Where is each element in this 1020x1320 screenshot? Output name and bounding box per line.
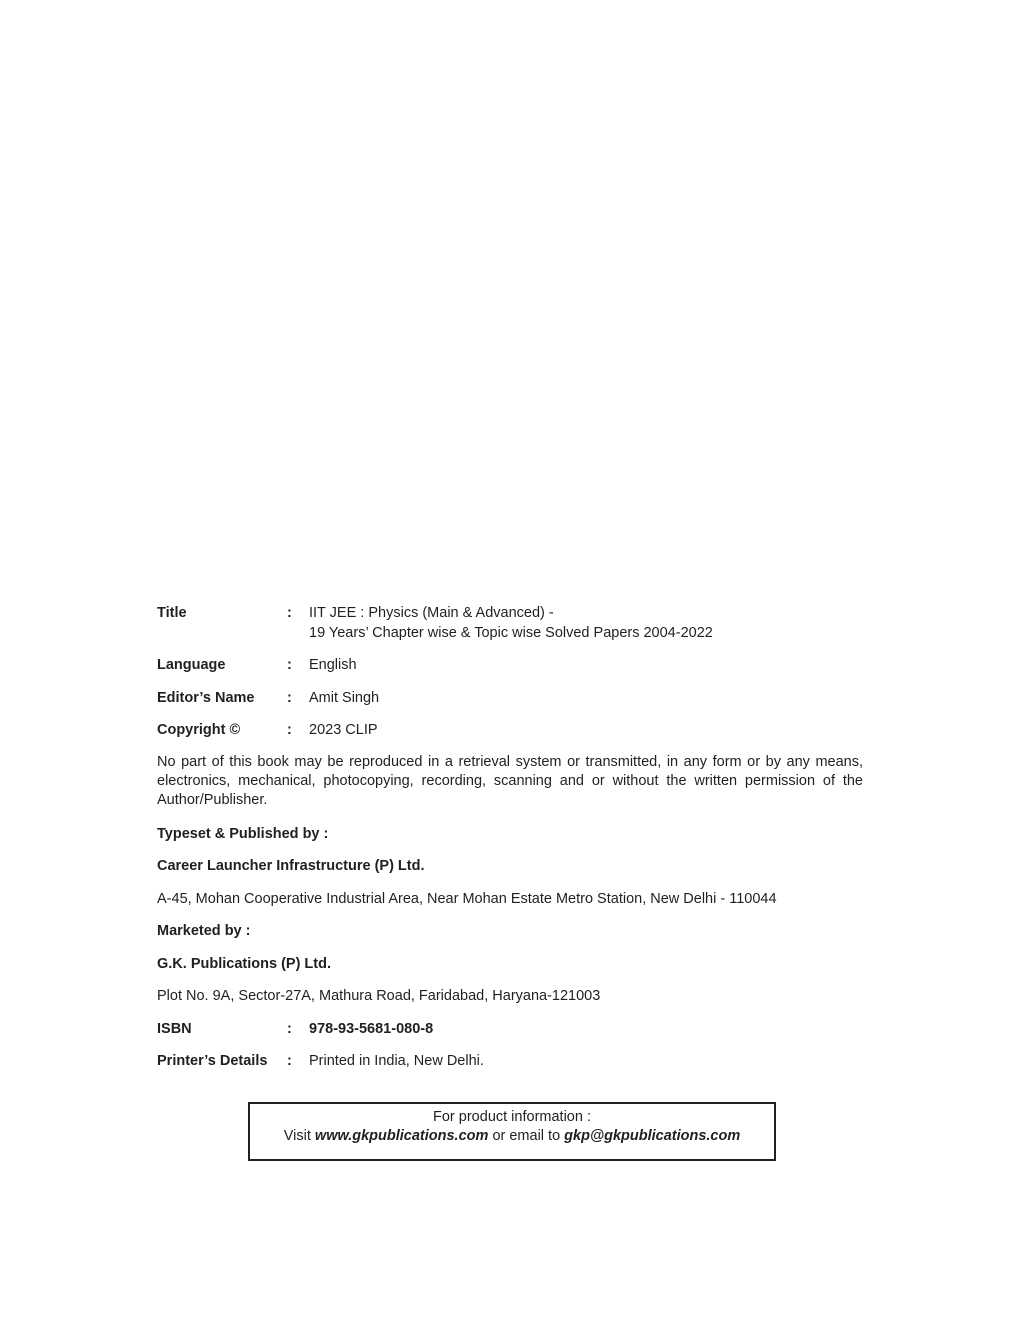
copyright-label: Copyright © [157,722,241,738]
title-row-2 [157,623,867,643]
isbn-row [157,1019,867,1039]
copyright-row [157,720,867,740]
marketer-name: G.K. Publications (P) Ltd. [157,956,331,972]
language-row [157,655,867,675]
product-info-contact [250,1127,774,1146]
publisher-name: Career Launcher Infrastructure (P) Ltd. [157,858,425,874]
title-label: Title [157,605,187,621]
publisher-address: A-45, Mohan Cooperative Industrial Area, Near Mohan Estate Metro Station, New Delhi - 110044 [157,891,777,907]
separator: : [287,722,292,738]
printer-value: Printed in India, New Delhi. [309,1053,484,1069]
printer-row [157,1051,867,1071]
website-link[interactable]: www.gkpublications.com [314,1128,489,1144]
separator: : [287,1021,292,1037]
editor-row [157,688,867,708]
separator: : [287,657,292,673]
separator: : [287,690,292,706]
separator: : [287,1053,292,1069]
separator: : [287,605,292,621]
title-value-line2: 19 Years’ Chapter wise & Topic wise Solved Papers 2004-2022 [309,625,713,641]
email-link[interactable]: gkp@gkpublications.com [564,1128,741,1144]
publisher-heading: Typeset & Published by : [157,826,329,842]
editor-value: Amit Singh [309,690,380,706]
printer-label: Printer’s Details [157,1053,268,1069]
rights-notice: No part of this book may be reproduced in a retrieval system or transmitted, in any form or by any means, electronics, mechanical, photocopying, recording, scanning and or without the written permission of the Author/Publisher. [157,754,863,808]
or-email-text: or email to [492,1128,561,1144]
product-info-box [248,1102,776,1161]
editor-label: Editor’s Name [157,690,255,706]
marketer-address: Plot No. 9A, Sector-27A, Mathura Road, Faridabad, Haryana-121003 [157,988,601,1004]
isbn-label: ISBN [157,1021,192,1037]
visit-text: Visit [283,1128,311,1144]
language-label: Language [157,657,226,673]
language-value: English [309,657,357,673]
marketer-heading: Marketed by : [157,923,251,939]
product-info-heading: For product information : [433,1109,591,1125]
isbn-value: 978-93-5681-080-8 [309,1021,434,1037]
title-value-line1: IIT JEE : Physics (Main & Advanced) - [309,605,554,621]
copyright-value: 2023 CLIP [309,722,378,738]
title-row [157,603,867,623]
